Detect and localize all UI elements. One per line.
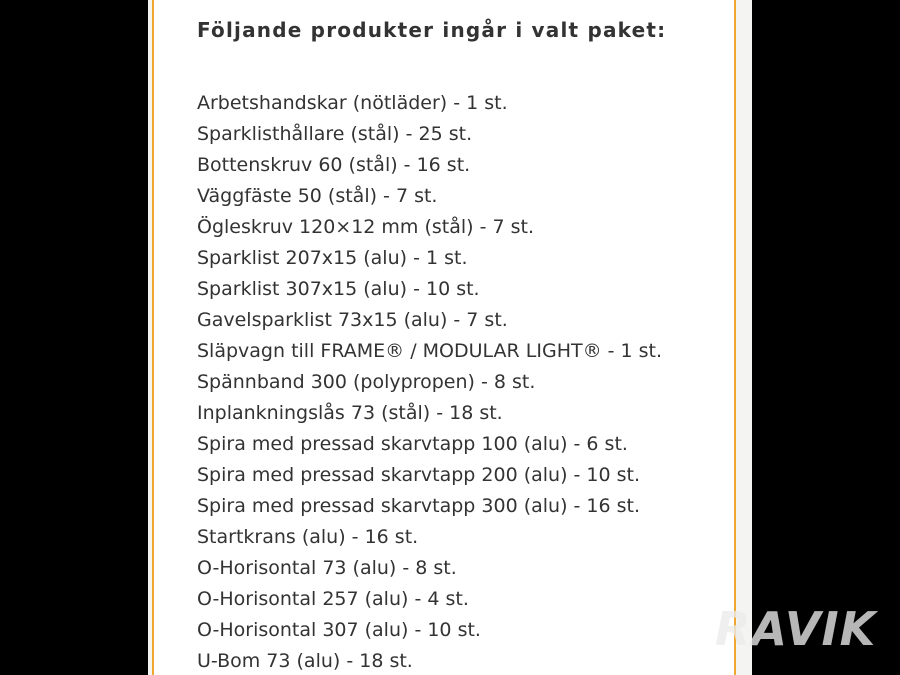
list-item: Väggfäste 50 (stål) - 7 st. xyxy=(197,185,438,207)
list-item: Spännband 300 (polypropen) - 8 st. xyxy=(197,371,536,393)
list-item: Ögleskruv 120×12 mm (stål) - 7 st. xyxy=(197,216,535,238)
brand-watermark: RAVIK xyxy=(715,602,877,656)
list-item: O-Horisontal 73 (alu) - 8 st. xyxy=(197,557,457,579)
list-item: O-Horisontal 257 (alu) - 4 st. xyxy=(197,588,469,610)
list-item: U-Bom 73 (alu) - 18 st. xyxy=(197,650,413,672)
page-viewport xyxy=(148,0,752,675)
package-contents-heading: Följande produkter ingår i valt paket: xyxy=(197,18,667,42)
list-item: Sparklist 207x15 (alu) - 1 st. xyxy=(197,247,468,269)
list-item: Arbetshandskar (nötläder) - 1 st. xyxy=(197,92,508,114)
list-item: Spira med pressad skarvtapp 200 (alu) - 10 st. xyxy=(197,464,641,486)
product-list xyxy=(197,88,662,675)
list-item: Bottenskruv 60 (stål) - 16 st. xyxy=(197,154,471,176)
list-item: Gavelsparklist 73x15 (alu) - 7 st. xyxy=(197,309,508,331)
list-item: O-Horisontal 307 (alu) - 10 st. xyxy=(197,619,481,641)
list-item: Spira med pressad skarvtapp 100 (alu) - 6 st. xyxy=(197,433,628,455)
list-item: Startkrans (alu) - 16 st. xyxy=(197,526,419,548)
list-item: Inplankningslås 73 (stål) - 18 st. xyxy=(197,402,503,424)
list-item: Släpvagn till FRAME® / MODULAR LIGHT® - 1 st. xyxy=(197,340,663,362)
package-contents-card xyxy=(152,0,736,675)
list-item: Spira med pressad skarvtapp 300 (alu) - 16 st. xyxy=(197,495,641,517)
list-item: Sparklist 307x15 (alu) - 10 st. xyxy=(197,278,480,300)
list-item: Sparklisthållare (stål) - 25 st. xyxy=(197,123,473,145)
